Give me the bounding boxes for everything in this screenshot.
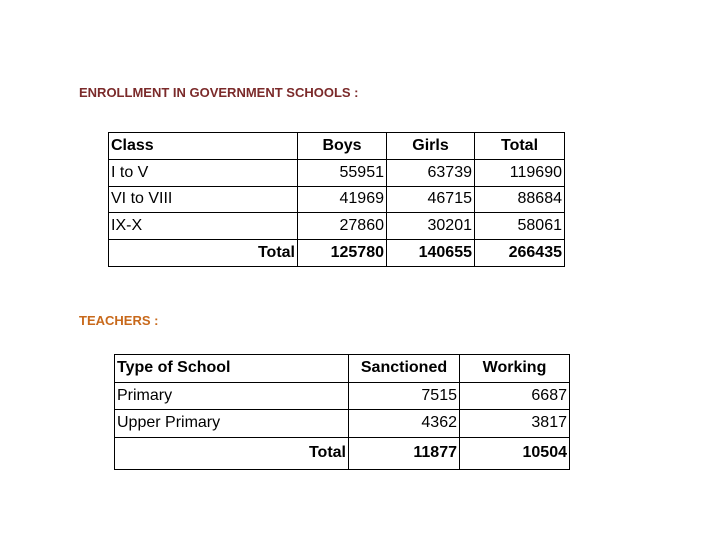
table-row: [109, 213, 565, 240]
school-type-cell: Primary: [115, 382, 349, 410]
total-cell: 88684: [475, 186, 565, 213]
table-row: [109, 186, 565, 213]
total-label: Total: [109, 240, 298, 267]
table-row: [115, 382, 570, 410]
column-header-sanctioned: Sanctioned: [349, 355, 460, 383]
class-cell: I to V: [109, 159, 298, 186]
total-label: Total: [115, 437, 349, 469]
enrollment-table: [108, 132, 565, 267]
working-cell: 3817: [460, 410, 570, 438]
working-cell: 6687: [460, 382, 570, 410]
table-row: [109, 159, 565, 186]
girls-total: 140655: [387, 240, 475, 267]
column-header-girls: Girls: [387, 133, 475, 160]
working-total: 10504: [460, 437, 570, 469]
girls-cell: 30201: [387, 213, 475, 240]
school-type-cell: Upper Primary: [115, 410, 349, 438]
table-total-row: [115, 437, 570, 469]
class-cell: VI to VIII: [109, 186, 298, 213]
boys-total: 125780: [298, 240, 387, 267]
boys-cell: 27860: [298, 213, 387, 240]
column-header-class: Class: [109, 133, 298, 160]
boys-cell: 55951: [298, 159, 387, 186]
total-cell: 58061: [475, 213, 565, 240]
class-cell: IX-X: [109, 213, 298, 240]
girls-cell: 63739: [387, 159, 475, 186]
sanctioned-cell: 4362: [349, 410, 460, 438]
table-header-row: [115, 355, 570, 383]
teachers-table: [114, 354, 570, 470]
column-header-total: Total: [475, 133, 565, 160]
boys-cell: 41969: [298, 186, 387, 213]
teachers-heading: TEACHERS :: [79, 313, 159, 328]
column-header-boys: Boys: [298, 133, 387, 160]
column-header-working: Working: [460, 355, 570, 383]
sanctioned-cell: 7515: [349, 382, 460, 410]
table-total-row: [109, 240, 565, 267]
enrollment-heading: ENROLLMENT IN GOVERNMENT SCHOOLS :: [79, 85, 359, 100]
table-header-row: [109, 133, 565, 160]
sanctioned-total: 11877: [349, 437, 460, 469]
table-row: [115, 410, 570, 438]
column-header-type-of-school: Type of School: [115, 355, 349, 383]
total-cell: 119690: [475, 159, 565, 186]
grand-total: 266435: [475, 240, 565, 267]
girls-cell: 46715: [387, 186, 475, 213]
